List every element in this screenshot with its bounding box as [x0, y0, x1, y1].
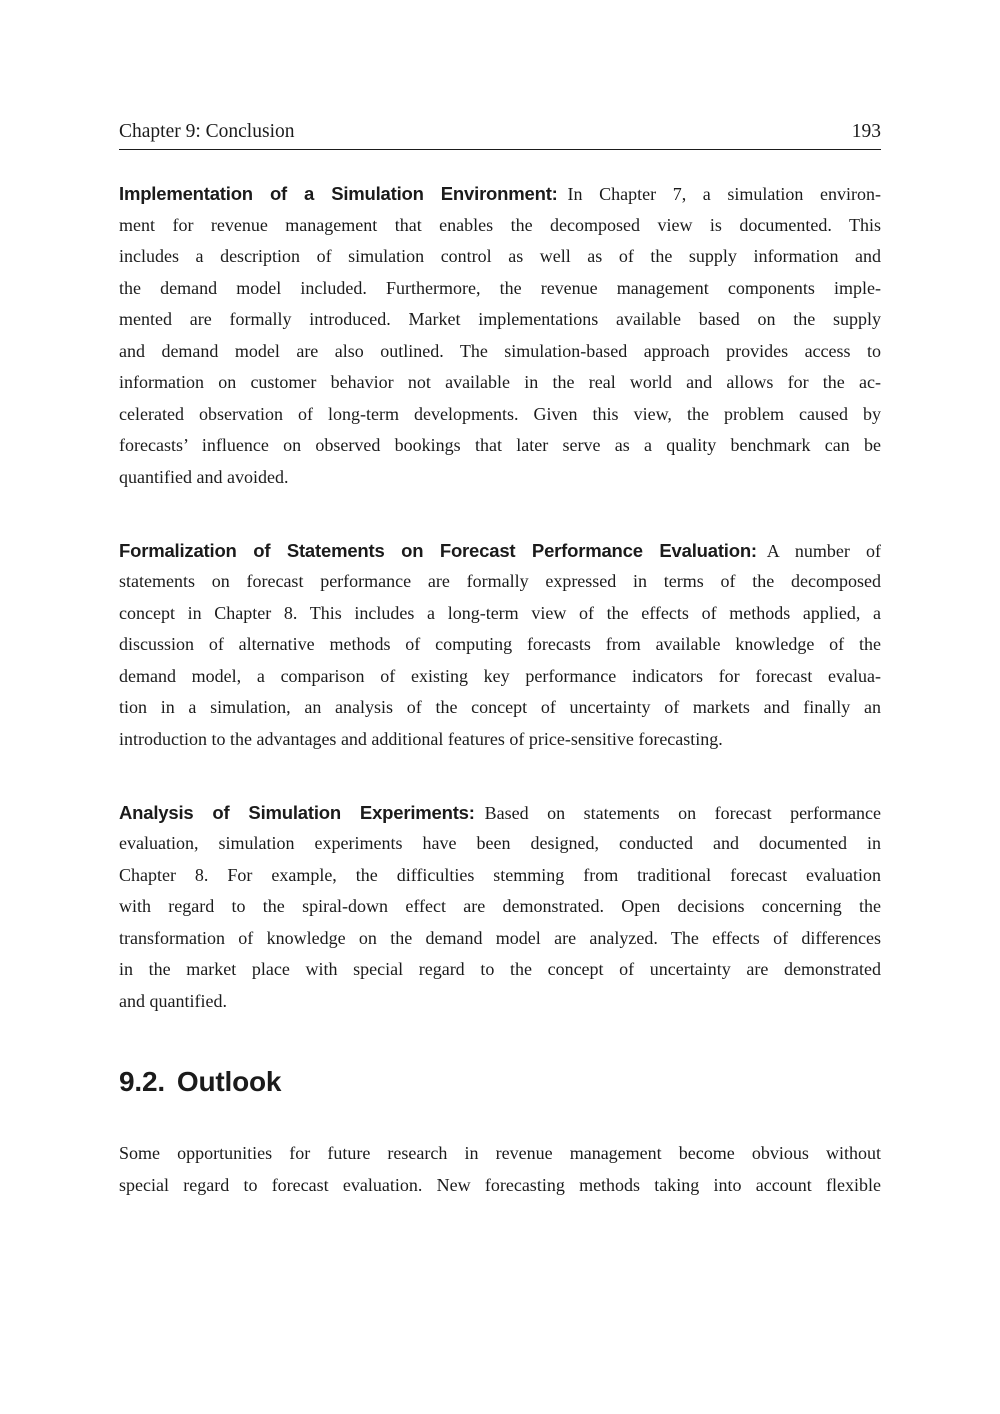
paragraph-line-text: A number of	[766, 540, 881, 561]
paragraph-line: Chapter 8. For example, the difficulties stemming from traditional forecast evaluation	[119, 864, 881, 885]
paragraph-line: ment for revenue management that enables the decomposed view is documented. This	[119, 214, 881, 235]
paragraph-line: statements on forecast performance are formally expressed in terms of the decomposed	[119, 571, 881, 591]
run-in-heading: Implementation of a Simulation Environment:	[119, 183, 558, 204]
paragraph-outlook-intro	[119, 1138, 881, 1201]
paragraph-line: mented are formally introduced. Market implementations available based on the supply	[119, 309, 881, 329]
paragraph-line: with regard to the spiral-down effect are demonstrated. Open decisions concerning the	[119, 896, 881, 916]
paragraph-line: includes a description of simulation control as well as of the supply information and	[119, 246, 881, 266]
paragraph-line: and demand model are also outlined. The simulation-based approach provides access to	[119, 340, 881, 361]
paragraph-line: transformation of knowledge on the demand model are analyzed. The effects of differences	[119, 927, 881, 948]
paragraph-line: tion in a simulation, an analysis of the concept of uncertainty of markets and finally an	[119, 697, 881, 717]
paragraph-line-text: Based on statements on forecast performance	[484, 802, 881, 823]
paragraph-line: celerated observation of long-term developments. Given this view, the problem caused by	[119, 403, 881, 424]
paragraph-line-text: In Chapter 7, a simulation environ-	[567, 184, 881, 204]
section-title: Outlook	[176, 1066, 282, 1097]
paragraph-formalization	[119, 535, 881, 756]
run-in-heading: Formalization of Statements on Forecast Performance Evaluation:	[119, 539, 757, 561]
paragraph-line: in the market place with special regard to the concept of uncertainty are demonstrated	[119, 959, 881, 979]
paragraph-line: introduction to the advantages and additional features of price-sensitive forecasting.	[119, 728, 723, 749]
paragraph-line	[119, 535, 881, 567]
paragraph-line: and quantified.	[119, 990, 227, 1011]
page-content	[119, 0, 881, 1201]
running-head	[119, 121, 881, 150]
paragraph-line: demand model, a comparison of existing key performance indicators for forecast evalua-	[119, 665, 881, 686]
run-in-heading: Analysis of Simulation Experiments:	[119, 801, 475, 823]
paragraph-line	[119, 178, 881, 210]
section-heading	[119, 1064, 881, 1100]
paragraph-line: discussion of alternative methods of computing forecasts from available knowledge of the	[119, 634, 881, 654]
paragraph-line: special regard to forecast evaluation. New forecasting methods taking into account flexible	[119, 1174, 881, 1195]
paragraph-line: concept in Chapter 8. This includes a long-term view of the effects of methods applied, a	[119, 602, 881, 623]
paragraph-line: Some opportunities for future research in revenue management become obvious without	[119, 1143, 881, 1163]
paragraph-implementation	[119, 178, 881, 493]
paragraph-line: forecasts’ influence on observed bookings that later serve as a quality benchmark can be	[119, 435, 881, 455]
paragraph-line: evaluation, simulation experiments have been designed, conducted and documented in	[119, 833, 881, 853]
paragraph-line: information on customer behavior not available in the real world and allows for the ac-	[119, 372, 881, 392]
paragraph-line	[119, 797, 881, 829]
paragraph-line: the demand model included. Furthermore, the revenue management components imple-	[119, 277, 881, 298]
running-head-title: Chapter 9: Conclusion	[119, 121, 295, 142]
section-number: 9.2.	[119, 1066, 165, 1097]
paragraph-line: quantified and avoided.	[119, 466, 289, 487]
page-number: 193	[851, 121, 881, 142]
paragraph-analysis	[119, 797, 881, 1018]
